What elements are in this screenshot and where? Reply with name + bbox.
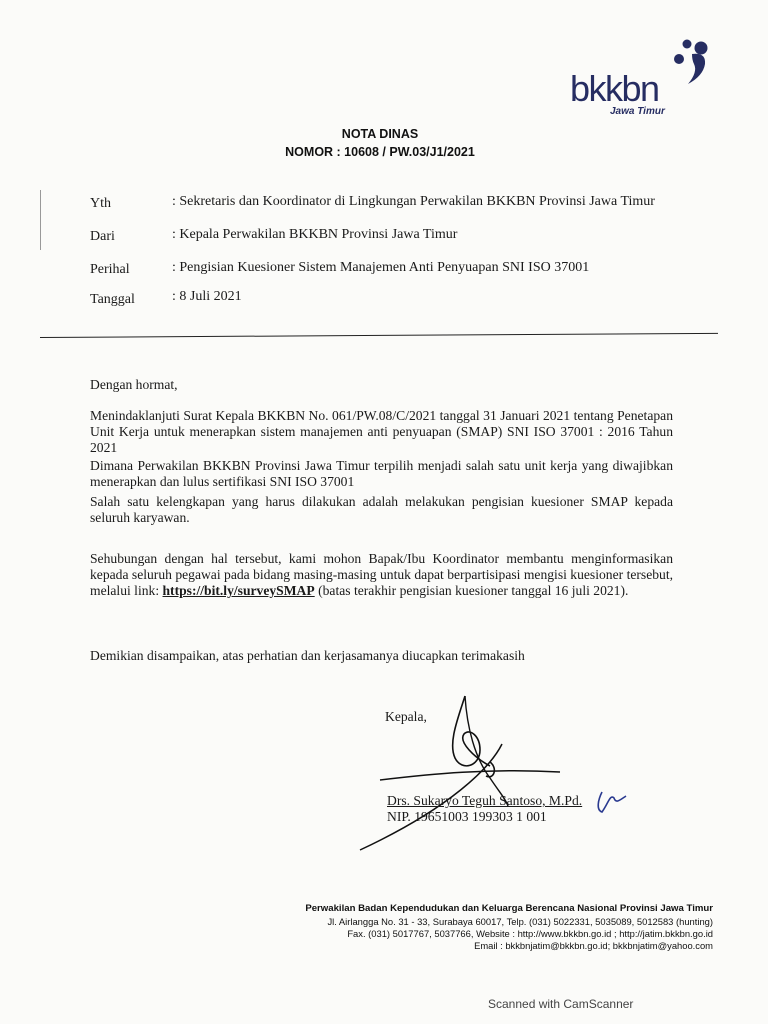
meta-label-date: Tanggal [90,292,135,307]
footer-fax-website: Fax. (031) 5017767, 5037766, Website : http://www.bkkbn.go.id ; http://jatim.bkkbn.go.id [347,928,713,939]
logo-emblem-icon [672,38,714,86]
paragraph-4-text: Sehubungan dengan hal tersebut, kami mohon Bapak/Ibu Koordinator membantu menginformasikan kepada seluruh pegawai pada bidang masing-masing untuk dapat berpartisipasi mengisi kuesioner tersebut, melalui link: [90,551,673,598]
meta-value-from: : Kepala Perwakilan BKKBN Provinsi Jawa Timur [172,227,458,242]
paragraph-3: Salah satu kelengkapan yang harus dilakukan adalah melakukan pengisian kuesioner SMAP kepada seluruh karyawan. [90,494,673,525]
paragraph-4 [90,551,673,599]
signatory-nip: NIP. 19651003 199303 1 001 [387,809,547,824]
paragraph-2: Dimana Perwakilan BKKBN Provinsi Jawa Timur terpilih menjadi salah satu unit kerja yang diwajibkan menerapkan dan lulus sertifikasi SNI ISO 37001 [90,458,673,489]
handwritten-signature [340,688,640,858]
salutation: Dengan hormat, [90,377,178,392]
scan-edge-line [40,190,41,250]
document-title: NOTA DINAS [341,127,419,141]
logo-wordmark: bkkbn [570,68,659,109]
bkkbn-logo [570,38,720,123]
meta-value-date: : 8 Juli 2021 [172,289,242,304]
footer-email: Email : bkkbnjatim@bkkbn.go.id; bkkbnjatim@yahoo.com [474,940,713,951]
paragraph-4-tail: (batas terakhir pengisian kuesioner tanggal 16 juli 2021). [314,583,629,598]
meta-value-subject: : Pengisian Kuesioner Sistem Manajemen Anti Penyuapan SNI ISO 37001 [172,260,590,275]
meta-label-to: Yth [90,196,111,211]
closing-line: Demikian disampaikan, atas perhatian dan kerjasamanya diucapkan terimakasih [90,648,525,663]
header-divider [40,333,718,338]
scanner-watermark: Scanned with CamScanner [488,997,634,1011]
paragraph-1: Menindaklanjuti Surat Kepala BKKBN No. 061/PW.08/C/2021 tanggal 31 Januari 2021 tentang Penetapan Unit Kerja untuk menerapkan sistem manajemen anti penyuapan (SMAP) SNI ISO 37001 : 2016 Tahun 2021 [90,408,673,455]
signatory-position: Kepala, [385,709,427,724]
meta-label-subject: Perihal [90,262,130,277]
signatory-name: Drs. Sukaryo Teguh Santoso, M.Pd. [387,793,583,808]
meta-label-from: Dari [90,229,115,244]
footer-address: Jl. Airlangga No. 31 - 33, Surabaya 60017, Telp. (031) 5022331, 5035089, 5012583 (hunting) [327,916,713,927]
document-number: NOMOR : 10608 / PW.03/J1/2021 [285,145,475,159]
meta-value-to: : Sekretaris dan Koordinator di Lingkungan Perwakilan BKKBN Provinsi Jawa Timur [172,194,655,209]
logo-subtitle: Jawa Timur [610,106,665,117]
footer-organization: Perwakilan Badan Kependudukan dan Keluarga Berencana Nasional Provinsi Jawa Timur [305,903,713,914]
survey-link[interactable]: https://bit.ly/surveySMAP [162,583,315,598]
